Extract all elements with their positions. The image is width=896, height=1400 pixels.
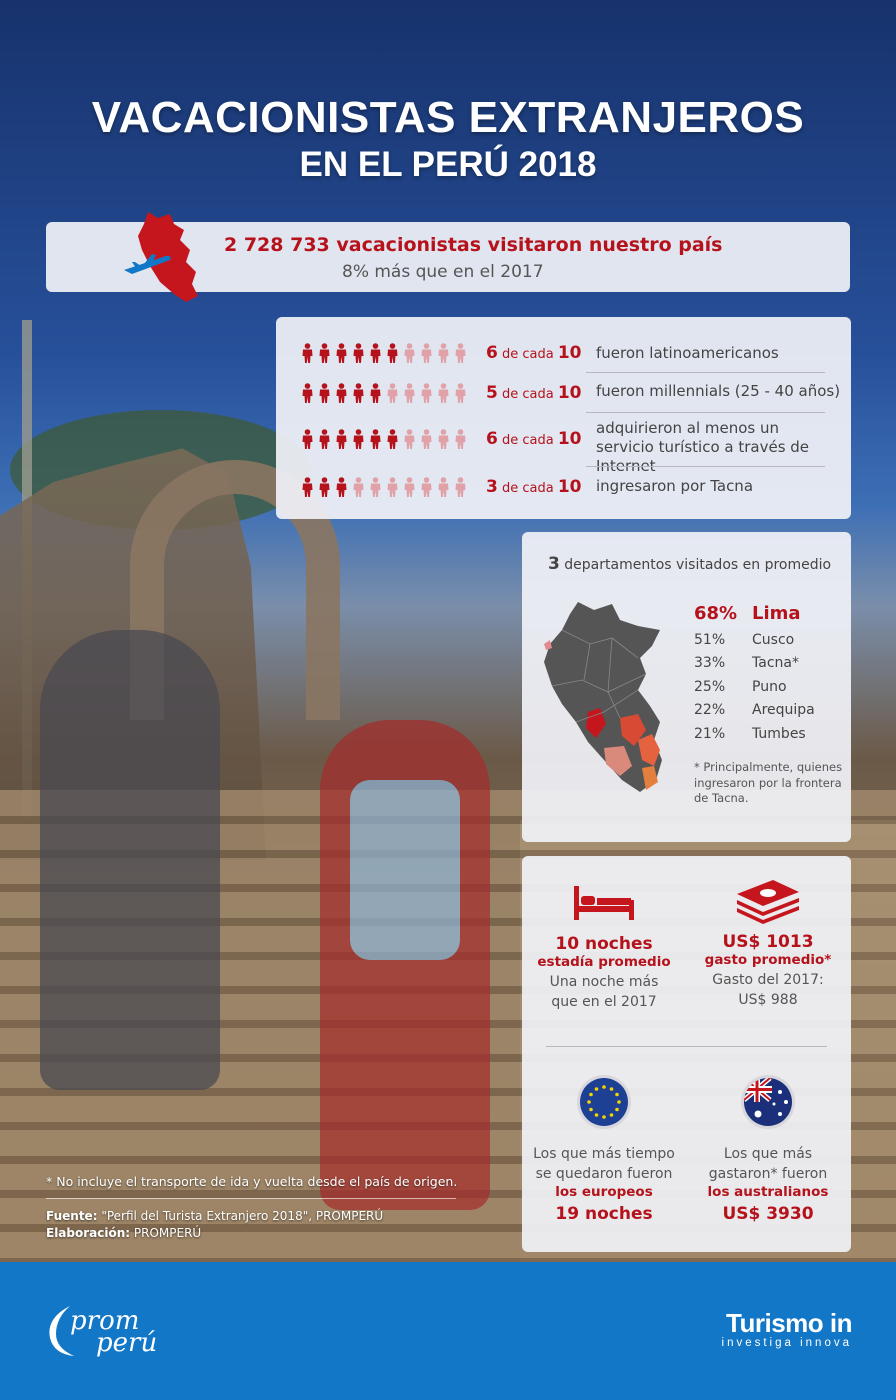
australia-flag-icon	[740, 1074, 796, 1130]
departments-note: * Principalmente, quienes ingresaron por la frontera de Tacna.	[694, 760, 843, 805]
spend-value: US$ 1013	[722, 932, 814, 952]
departments-heading: 3 departamentos visitados en promedio	[548, 554, 832, 574]
person-icon	[300, 343, 315, 367]
page-subtitle: EN EL PERÚ 2018	[299, 145, 597, 184]
person-icon	[385, 343, 400, 367]
australians-column	[686, 1074, 850, 1224]
person-icon	[334, 477, 349, 501]
person-icon	[368, 429, 383, 453]
list-item: 22% Arequipa	[694, 702, 815, 719]
person-icon	[419, 477, 434, 501]
person-icon	[385, 383, 400, 407]
nights-value: 10 noches	[555, 934, 653, 954]
visitors-headline: 2 728 733 vacacionistas visitaron nuestro país	[224, 234, 723, 256]
person-icon	[317, 343, 332, 367]
person-icon	[334, 383, 349, 407]
list-item: 21% Tumbes	[694, 725, 806, 742]
departments-panel	[522, 532, 851, 842]
person-icon	[402, 343, 417, 367]
divider	[46, 1198, 456, 1199]
person-icon	[402, 383, 417, 407]
person-icon	[419, 383, 434, 407]
list-item: 51% Cusco	[694, 631, 795, 648]
stat-description: adquirieron al menos un servicio turístico a través de Internet	[596, 419, 810, 475]
person-icon	[368, 343, 383, 367]
stat-ratio: 3 de cada 10	[486, 477, 582, 497]
spend-column	[686, 856, 850, 1010]
page-title: VACACIONISTAS EXTRANJEROS	[91, 93, 805, 142]
eu-flag-icon	[576, 1074, 632, 1130]
footer-bar	[0, 1262, 896, 1400]
footnote: * No incluye el transporte de ida y vuelta desde el país de origen.	[46, 1174, 458, 1189]
credits-line: Elaboración: PROMPERÚ	[46, 1226, 202, 1240]
list-item: 33% Tacna*	[694, 655, 799, 672]
person-icon	[436, 343, 451, 367]
visitors-banner	[46, 222, 850, 292]
person-icon	[317, 477, 332, 501]
people-pictogram	[300, 343, 468, 367]
person-icon	[419, 343, 434, 367]
nights-label: estadía promedio	[537, 954, 671, 970]
person-icon	[351, 343, 366, 367]
departments-list	[694, 598, 815, 746]
peru-departments-map-icon	[542, 600, 672, 796]
people-pictogram	[300, 383, 468, 407]
person-icon	[419, 429, 434, 453]
stat-ratio: 5 de cada 10	[486, 383, 582, 403]
spend-note: US$ 988	[738, 992, 798, 1008]
person-icon	[453, 343, 468, 367]
visitor-stats-panel	[276, 317, 851, 519]
spend-note: Gasto del 2017:	[712, 972, 824, 988]
promperu-logo: prom perú	[40, 1304, 180, 1364]
europeans-column	[522, 1074, 686, 1224]
europeans-text: Los que más tiempo	[533, 1146, 675, 1162]
people-pictogram	[300, 477, 468, 501]
list-item: 68% Lima	[694, 602, 801, 624]
source-credits	[46, 1208, 383, 1242]
person-icon	[385, 477, 400, 501]
australians-text: Los que más	[723, 1146, 813, 1162]
europeans-nights: 19 noches	[555, 1204, 653, 1224]
person-icon	[368, 477, 383, 501]
stat-row	[276, 373, 851, 413]
person-icon	[368, 383, 383, 407]
visitors-growth: 8% más que en el 2017	[342, 262, 544, 282]
nights-note: Una noche más	[549, 974, 659, 990]
stat-description: ingresaron por Tacna	[596, 477, 754, 495]
list-item: 25% Puno	[694, 678, 787, 695]
stat-row	[276, 467, 851, 507]
stat-description: fueron latinoamericanos	[596, 344, 779, 362]
person-icon	[453, 477, 468, 501]
person-icon	[300, 477, 315, 501]
stat-description: fueron millennials (25 - 40 años)	[596, 382, 841, 400]
divider	[546, 1046, 827, 1047]
person-icon	[385, 429, 400, 453]
nights-note: que en el 2017	[551, 994, 657, 1010]
stat-row	[276, 413, 851, 475]
person-icon	[317, 429, 332, 453]
person-icon	[300, 383, 315, 407]
source-line: Fuente: "Perfil del Turista Extranjero 2018", PROMPERÚ	[46, 1209, 384, 1223]
europeans-text: se quedaron fueron	[535, 1166, 673, 1182]
stay-spend-panel	[522, 856, 851, 1252]
person-icon	[402, 477, 417, 501]
europeans-label: los europeos	[555, 1184, 653, 1200]
stay-column	[522, 856, 686, 1012]
person-icon	[317, 383, 332, 407]
person-icon	[453, 429, 468, 453]
person-icon	[436, 429, 451, 453]
person-icon	[351, 477, 366, 501]
person-icon	[453, 383, 468, 407]
money-stack-icon	[733, 876, 803, 926]
person-icon	[402, 429, 417, 453]
people-pictogram	[300, 429, 468, 453]
australians-text: gastaron* fueron	[708, 1166, 828, 1182]
person-icon	[300, 429, 315, 453]
person-icon	[436, 477, 451, 501]
person-icon	[334, 343, 349, 367]
spend-label: gasto promedio*	[704, 952, 832, 968]
person-icon	[351, 383, 366, 407]
bed-icon	[572, 882, 636, 922]
stat-row	[276, 333, 851, 373]
airplane-icon	[122, 252, 172, 276]
australians-label: los australianos	[707, 1184, 829, 1200]
turismo-in-logo: Turismo in investiga innova	[721, 1308, 852, 1349]
australians-spend: US$ 3930	[722, 1204, 814, 1224]
person-icon	[436, 383, 451, 407]
stat-ratio: 6 de cada 10	[486, 429, 582, 449]
person-icon	[351, 429, 366, 453]
person-icon	[334, 429, 349, 453]
stat-ratio: 6 de cada 10	[486, 343, 582, 363]
